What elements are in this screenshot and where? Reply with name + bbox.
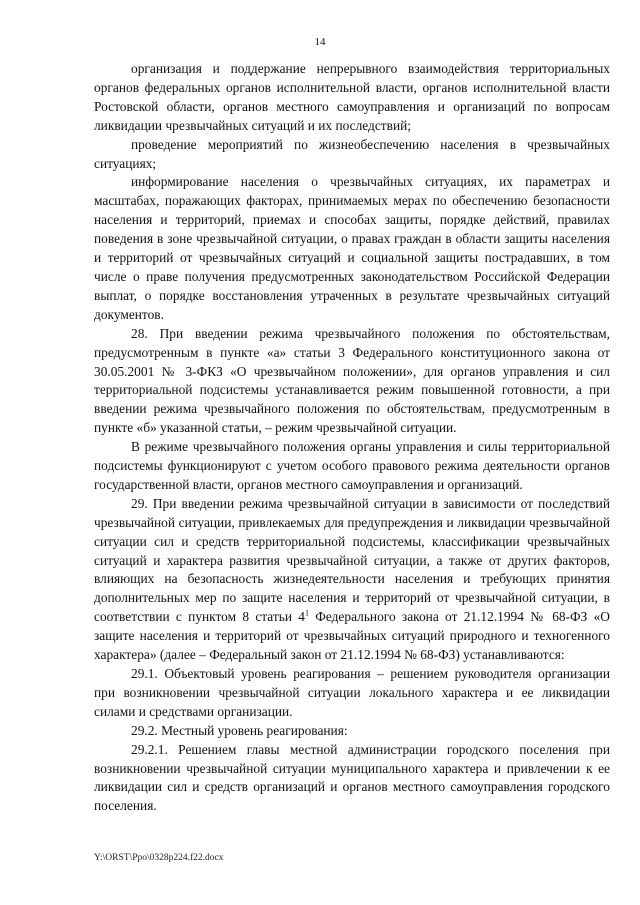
article-superscript: 1: [305, 608, 309, 618]
paragraph-organization-interaction: организация и поддержание непрерывного взаимодействия территориальных органов федеральных органов исполнительной власти, органов исполнительной власти Ростовской области, органов местного самоуправления и организаций по вопросам ликвидации чрезвычайных ситуаций и их последствий;: [94, 61, 610, 133]
paragraph-29: [94, 495, 610, 665]
page-number: 14: [314, 36, 326, 48]
paragraph-life-support: проведение мероприятий по жизнеобеспечению населения в чрезвычайных ситуациях;: [94, 136, 610, 171]
paragraph-29-2-1: 29.2.1. Решением главы местной администрации городского поселения при возникновении чрезвычайной ситуации муниципального характера и привлечении к ее ликвидации сил и средств организаций и органов местного самоуправления городского поселения.: [94, 741, 610, 814]
paragraph-28: 28. При введении режима чрезвычайного положения по обстоятельствам, предусмотренным в пункте «а» статьи 3 Федерального конституционного закона от 30.05.2001 № 3-ФКЗ «О чрезвычайном положении», для органов управления и сил территориальной подсистемы устанавливается режим повышенной готовности, а при введении режима чрезвычайного положения по обстоятельствам, предусмотренным в пункте «б» указанной статьи, – режим чрезвычайной ситуации.: [94, 325, 610, 436]
paragraph-29-1: 29.1. Объектовый уровень реагирования – решением руководителя организации при возникновении чрезвычайной ситуации локального характера и ее ликвидации силами и средствами организации.: [94, 666, 610, 719]
paragraph-29-text: 29. При введении режима чрезвычайной ситуации в зависимости от последствий чрезвычайной ситуации, привлекаемых для предупреждения и ликвидации чрезвычайной ситуации сил и средств территориальной подсистемы, классификации чрезвычайных ситуаций и характера развития чрезвычайной ситуации, а также от других факторов, влияющих на безопасность жизнедеятельности населения и требующих принятия дополнительных мер по защите населения и территорий от чрезвычайной ситуации, в соответствии с пунктом 8 статьи 4: [94, 495, 610, 625]
paragraph-29-2: 29.2. Местный уровень реагирования:: [131, 722, 348, 738]
paragraph-29-tail: Федерального закона от 21.12.1994 № 68-ФЗ «О защите населения и территорий от чрезвычайных ситуаций природного и техногенного характера» (далее – Федеральный закон от 21.12.1994 № 68-ФЗ) устанавливаются:: [94, 609, 610, 663]
file-path-footer: Y:\ORST\Ppo\0328p224.f22.docx: [94, 853, 224, 863]
paragraph-emergency-state-mode: В режиме чрезвычайного положения органы управления и силы территориальной подсистемы функционируют с учетом особого правового режима деятельности органов государственной власти, органов местного самоуправления и организаций.: [94, 439, 610, 492]
paragraph-informing-population: информирование населения о чрезвычайных ситуациях, их параметрах и масштабах, поражающих факторах, принимаемых мерах по обеспечению безопасности населения и территорий, приемах и способах защиты, порядке действий, правилах поведения в зоне чрезвычайной ситуации, о правах граждан в области защиты населения и территорий от чрезвычайных ситуаций и социальной защиты пострадавших, в том числе о праве получения предусмотренных законодательством Российской Федерации выплат, о порядке восстановления утраченных в результате чрезвычайных ситуаций документов.: [94, 174, 610, 322]
document-body: [94, 60, 610, 816]
